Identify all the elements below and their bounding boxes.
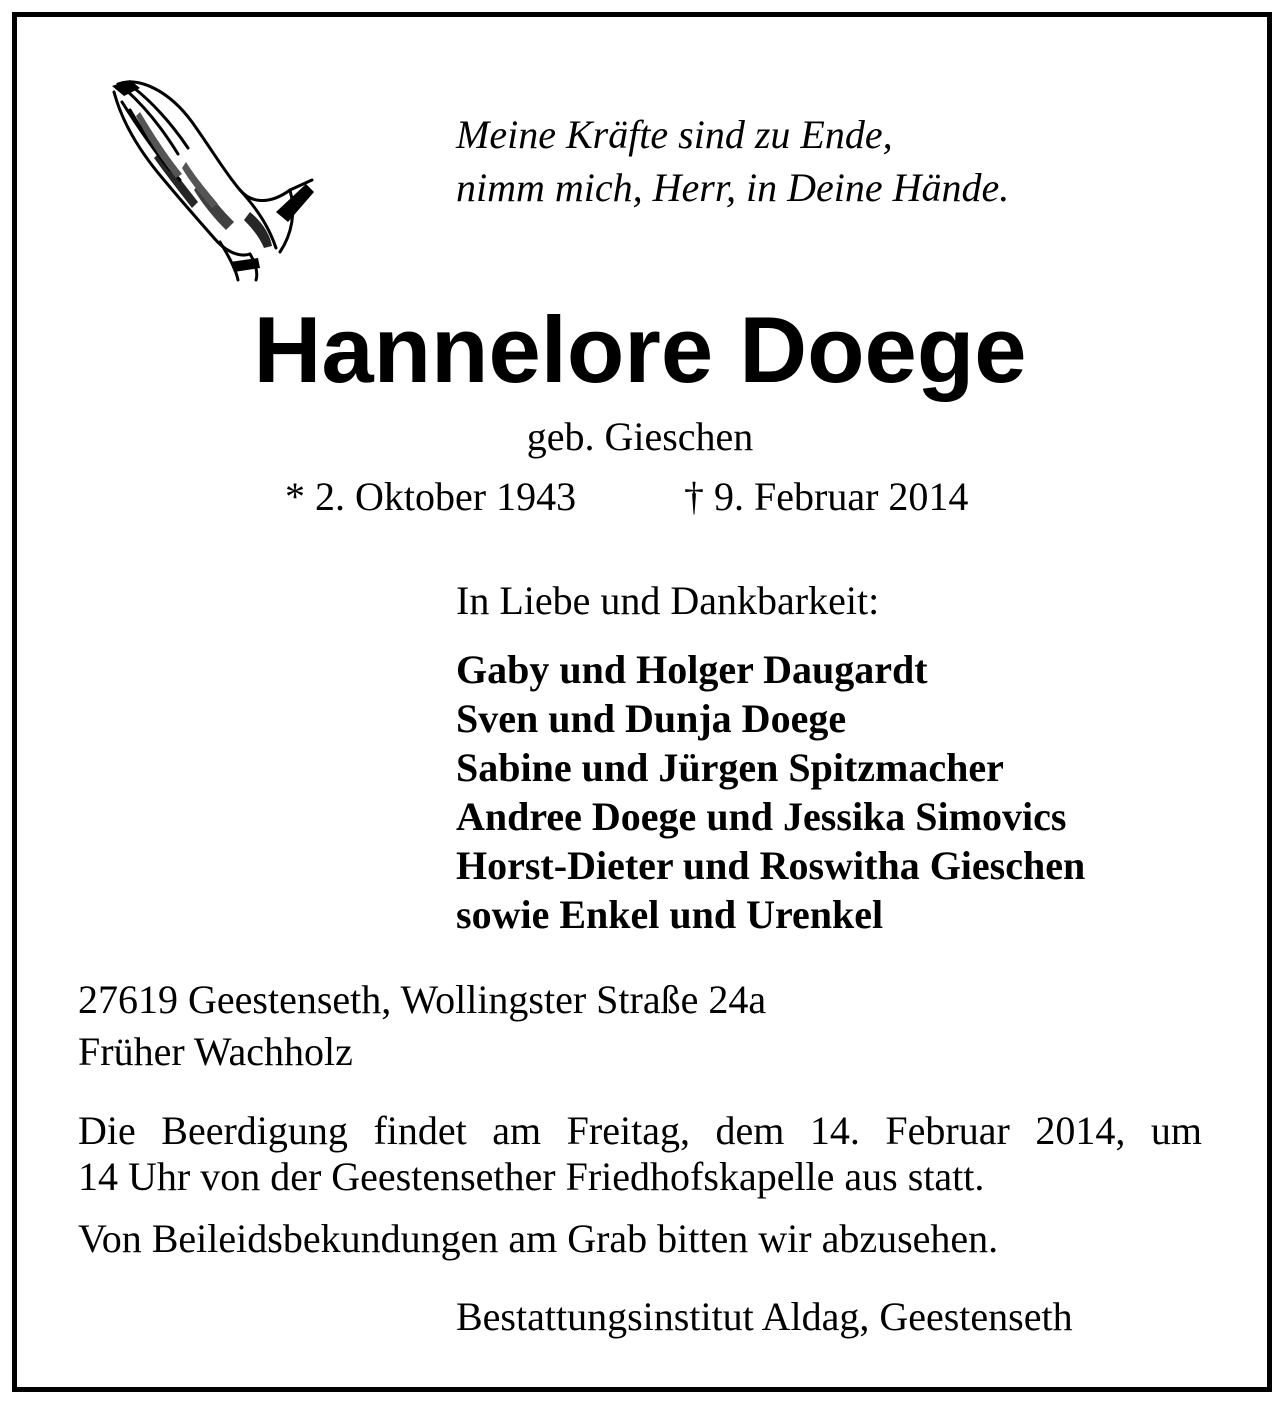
mourners-list xyxy=(456,645,1085,939)
verse-line-2: nimm mich, Herr, in Deine Hände. xyxy=(456,165,1010,210)
funeral-line-1: Die Beerdigung findet am Freitag, dem 14. Februar 2014, um xyxy=(78,1108,1202,1153)
funeral-line-2: 14 Uhr von der Geestensether Friedhofskapelle aus statt. xyxy=(78,1154,985,1199)
address-line-1: 27619 Geestenseth, Wollingster Straße 24a xyxy=(78,977,767,1022)
death-date: † 9. Februar 2014 xyxy=(684,474,969,519)
verse xyxy=(456,108,1009,214)
verse-line-1: Meine Kräfte sind zu Ende, xyxy=(456,112,893,157)
address-block xyxy=(78,974,766,1078)
condolence-note: Von Beileidsbekundungen am Grab bitten wir abzusehen. xyxy=(78,1216,999,1261)
mourners-intro: In Liebe und Dankbarkeit: xyxy=(456,578,880,623)
undertaker: Bestattungsinstitut Aldag, Geestenseth xyxy=(456,1294,1073,1339)
mourner-name: Horst-Dieter und Roswitha Gieschen xyxy=(456,843,1086,888)
mourner-name: Sabine und Jürgen Spitzmacher xyxy=(456,745,1004,790)
birth-date: * 2. Oktober 1943 xyxy=(285,474,577,519)
deceased-name: Hannelore Doege xyxy=(253,297,1027,402)
mourner-name: sowie Enkel und Urenkel xyxy=(456,892,884,937)
praying-hands-icon xyxy=(100,62,320,282)
address-line-2: Früher Wachholz xyxy=(78,1029,353,1074)
mourner-name: Sven und Dunja Doege xyxy=(456,696,847,741)
funeral-notice xyxy=(78,1108,1202,1200)
maiden-name: geb. Gieschen xyxy=(526,414,754,459)
mourner-name: Gaby und Holger Daugardt xyxy=(456,647,928,692)
mourner-name: Andree Doege und Jessika Simovics xyxy=(456,794,1067,839)
